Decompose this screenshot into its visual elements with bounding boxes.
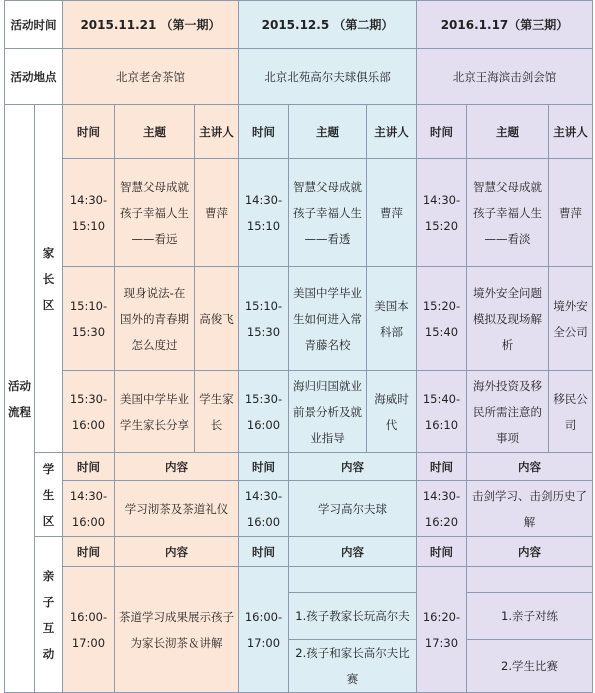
topic-cell: 智慧父母成就孩子幸福人生——看淡 <box>467 159 549 267</box>
speaker-cell: 曹萍 <box>549 159 593 267</box>
family-spacer <box>467 567 593 593</box>
speaker-cell: 美国本科部 <box>367 267 417 371</box>
col-time: 时间 <box>417 537 467 567</box>
col-speaker: 主讲人 <box>367 105 417 159</box>
family-item: 2.学生比赛 <box>467 640 593 693</box>
time-cell: 14:30-16:00 <box>239 481 289 537</box>
venue-header-cell: 活动地点 <box>5 49 63 105</box>
activity-schedule-table <box>4 0 593 693</box>
col-content: 内容 <box>467 537 593 567</box>
family-header-row <box>5 537 593 567</box>
time-cell: 14:30-16:20 <box>417 481 467 537</box>
col-topic: 主题 <box>467 105 549 159</box>
col-topic: 主题 <box>289 105 367 159</box>
speaker-cell: 移民公司 <box>549 371 593 453</box>
topic-cell: 美国中学毕业学生家长分享 <box>115 371 195 453</box>
topic-cell: 智慧父母成就孩子幸福人生——看远 <box>115 159 195 267</box>
time-cell: 16:20-17:30 <box>417 567 467 693</box>
session-2-date: 2015.12.5 （第二期） <box>239 1 417 49</box>
time-cell: 14:30-15:10 <box>239 159 289 267</box>
col-content: 内容 <box>289 453 417 481</box>
family-spacer-row <box>5 567 593 593</box>
content-cell: 学习高尔夫球 <box>289 481 417 537</box>
parent-row <box>5 371 593 453</box>
speaker-cell: 高俊飞 <box>195 267 239 371</box>
col-time: 时间 <box>417 105 467 159</box>
topic-cell: 海归归国就业前景分析及就业指导 <box>289 371 367 453</box>
col-time: 时间 <box>63 453 115 481</box>
time-cell: 14:30-15:10 <box>63 159 115 267</box>
topic-cell: 智慧父母成就孩子幸福人生——看透 <box>289 159 367 267</box>
session-3-venue: 北京王海滨击剑会馆 <box>417 49 593 105</box>
flow-header-cell: 活动流程 <box>5 105 35 693</box>
family-item: 2.孩子和家长高尔夫比赛 <box>289 640 417 693</box>
topic-cell: 美国中学毕业生如何进入常青藤名校 <box>289 267 367 371</box>
col-time: 时间 <box>63 537 115 567</box>
parent-row <box>5 267 593 371</box>
parent-row <box>5 159 593 267</box>
col-time: 时间 <box>417 453 467 481</box>
topic-cell: 境外安全问题模拟及现场解析 <box>467 267 549 371</box>
family-item: 1.孩子教家长玩高尔夫 <box>289 593 417 640</box>
time-header-cell: 活动时间 <box>5 1 63 49</box>
speaker-cell: 学生家长 <box>195 371 239 453</box>
topic-cell: 海外投资及移民所需注意的事项 <box>467 371 549 453</box>
col-content: 内容 <box>115 537 239 567</box>
parent-zone-label: 家长区 <box>35 105 63 453</box>
speaker-cell: 曹萍 <box>367 159 417 267</box>
time-cell: 16:00-17:00 <box>239 567 289 693</box>
session-1-date: 2015.11.21 （第一期） <box>63 1 239 49</box>
date-row <box>5 1 593 49</box>
time-cell: 15:10-15:30 <box>239 267 289 371</box>
col-time: 时间 <box>63 105 115 159</box>
col-content: 内容 <box>115 453 239 481</box>
col-content: 内容 <box>467 453 593 481</box>
speaker-cell: 曹萍 <box>195 159 239 267</box>
time-cell: 16:00-17:00 <box>63 567 115 693</box>
student-zone-label: 学生区 <box>35 453 63 537</box>
time-cell: 14:30-16:00 <box>63 481 115 537</box>
col-speaker: 主讲人 <box>195 105 239 159</box>
venue-row <box>5 49 593 105</box>
speaker-cell: 海威时代 <box>367 371 417 453</box>
student-header-row <box>5 453 593 481</box>
family-zone-label: 亲子互动 <box>35 537 63 693</box>
time-cell: 15:30-16:00 <box>239 371 289 453</box>
content-cell: 茶道学习成果展示孩子为家长沏茶＆讲解 <box>115 567 239 693</box>
family-item: 1.亲子对练 <box>467 593 593 640</box>
speaker-cell: 境外安全公司 <box>549 267 593 371</box>
time-cell: 15:20-15:40 <box>417 267 467 371</box>
content-cell: 学习沏茶及茶道礼仪 <box>115 481 239 537</box>
session-3-date: 2016.1.17（第三期） <box>417 1 593 49</box>
col-topic: 主题 <box>115 105 195 159</box>
time-cell: 15:40-16:10 <box>417 371 467 453</box>
col-content: 内容 <box>289 537 417 567</box>
session-1-venue: 北京老舍茶馆 <box>63 49 239 105</box>
student-row <box>5 481 593 537</box>
family-spacer <box>289 567 417 593</box>
content-cell: 击剑学习、击剑历史了解 <box>467 481 593 537</box>
time-cell: 15:30-16:00 <box>63 371 115 453</box>
col-time: 时间 <box>239 537 289 567</box>
time-cell: 14:30-15:20 <box>417 159 467 267</box>
parent-header-row <box>5 105 593 159</box>
col-time: 时间 <box>239 105 289 159</box>
time-cell: 15:10-15:30 <box>63 267 115 371</box>
session-2-venue: 北京北苑高尔夫球俱乐部 <box>239 49 417 105</box>
col-speaker: 主讲人 <box>549 105 593 159</box>
topic-cell: 现身说法-在国外的青春期怎么度过 <box>115 267 195 371</box>
col-time: 时间 <box>239 453 289 481</box>
